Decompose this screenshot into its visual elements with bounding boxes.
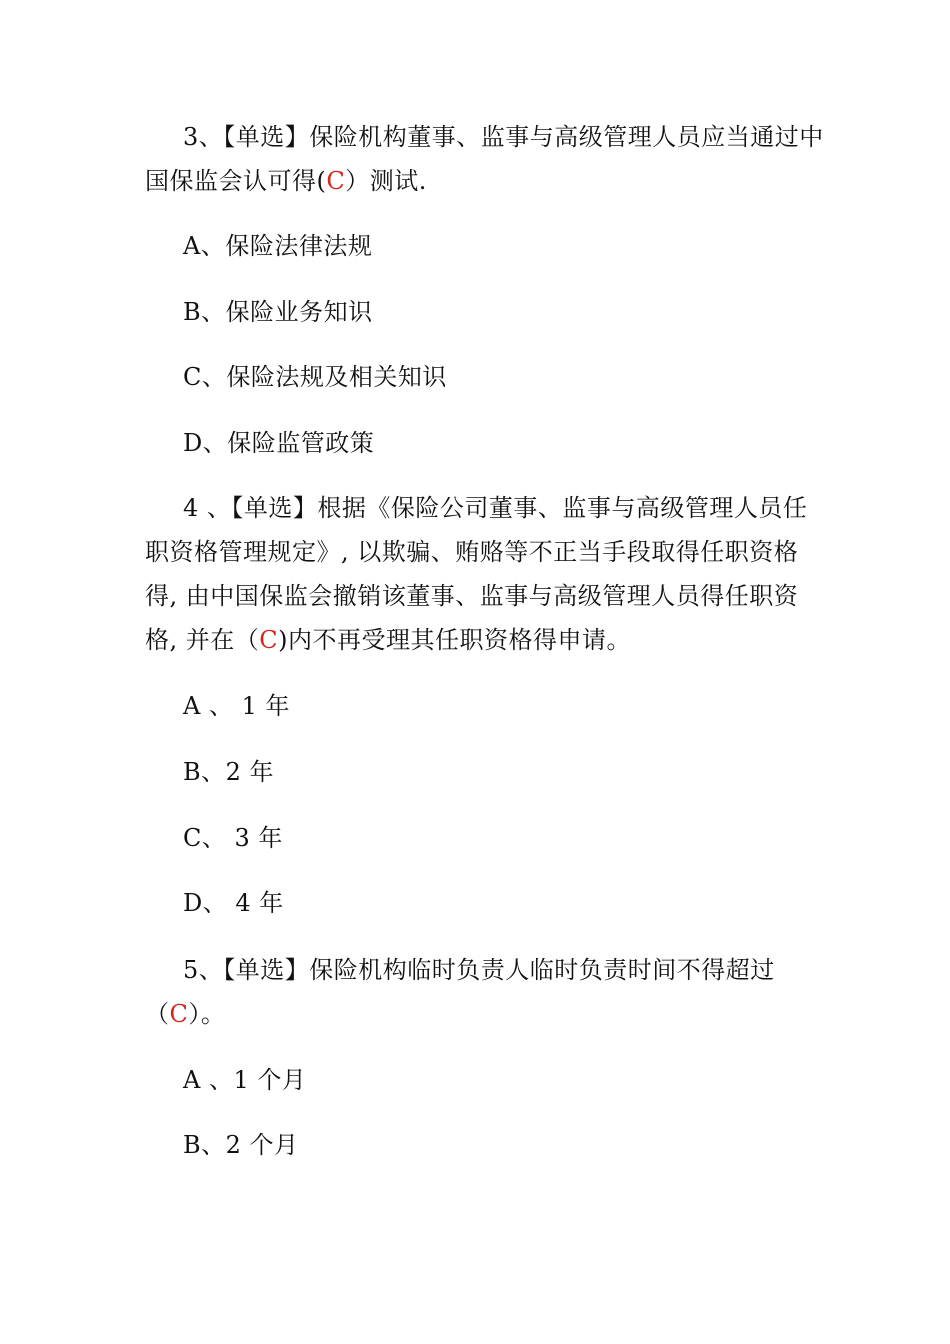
question-4-option-a: A 、 1 年 (183, 692, 290, 720)
question-3-answer-open: ( (316, 167, 327, 195)
question-5-option-a: A 、1 个月 (183, 1066, 307, 1094)
question-5-answer-open: （ (145, 1000, 170, 1028)
question-5-answer: C (169, 1000, 189, 1028)
question-5-text: 5、【单选】保险机构临时负责人临时负责时间不得超过 (183, 956, 775, 984)
question-4-suffix: 内不再受理其任职资格得申请。 (288, 626, 632, 654)
question-3-option-d: D、保险监管政策 (183, 429, 375, 457)
question-3-answer: C (326, 167, 346, 195)
question-3-option-c: C、保险法规及相关知识 (183, 363, 447, 391)
question-5-answer-close: ） (188, 1000, 201, 1028)
question-4-answer-open: （ (234, 626, 260, 654)
question-3-suffix: 测试. (369, 167, 427, 195)
question-3-answer-close: ） (345, 167, 370, 195)
question-5-suffix: 。 (200, 1000, 226, 1028)
question-4-answer-close: ) (278, 626, 289, 654)
question-4-option-c: C、 3 年 (183, 824, 283, 852)
question-4-option-b: B、2 年 (183, 758, 275, 786)
question-4-option-d: D、 4 年 (183, 889, 284, 917)
question-3-text: 3、【单选】保险机构董事、监事与高级管理人员应当通过中国保监会认可得 (145, 123, 824, 195)
question-3-option-b: B、保险业务知识 (183, 298, 373, 326)
question-5-option-b: B、2 个月 (183, 1131, 299, 1159)
question-3-option-a: A、保险法律法规 (183, 232, 373, 260)
question-4 (145, 486, 825, 662)
question-4-text: 4 、【单选】根据《保险公司董事、监事与高级管理人员任职资格管理规定》, 以欺骗、贿赂等不正当手段取得任职资格得, 由中国保监会撤销该董事、监事与高级管理人员得任职资格, 并在 (145, 494, 808, 654)
question-3 (145, 115, 825, 203)
question-4-answer: C (259, 626, 279, 654)
question-5 (145, 948, 825, 1036)
